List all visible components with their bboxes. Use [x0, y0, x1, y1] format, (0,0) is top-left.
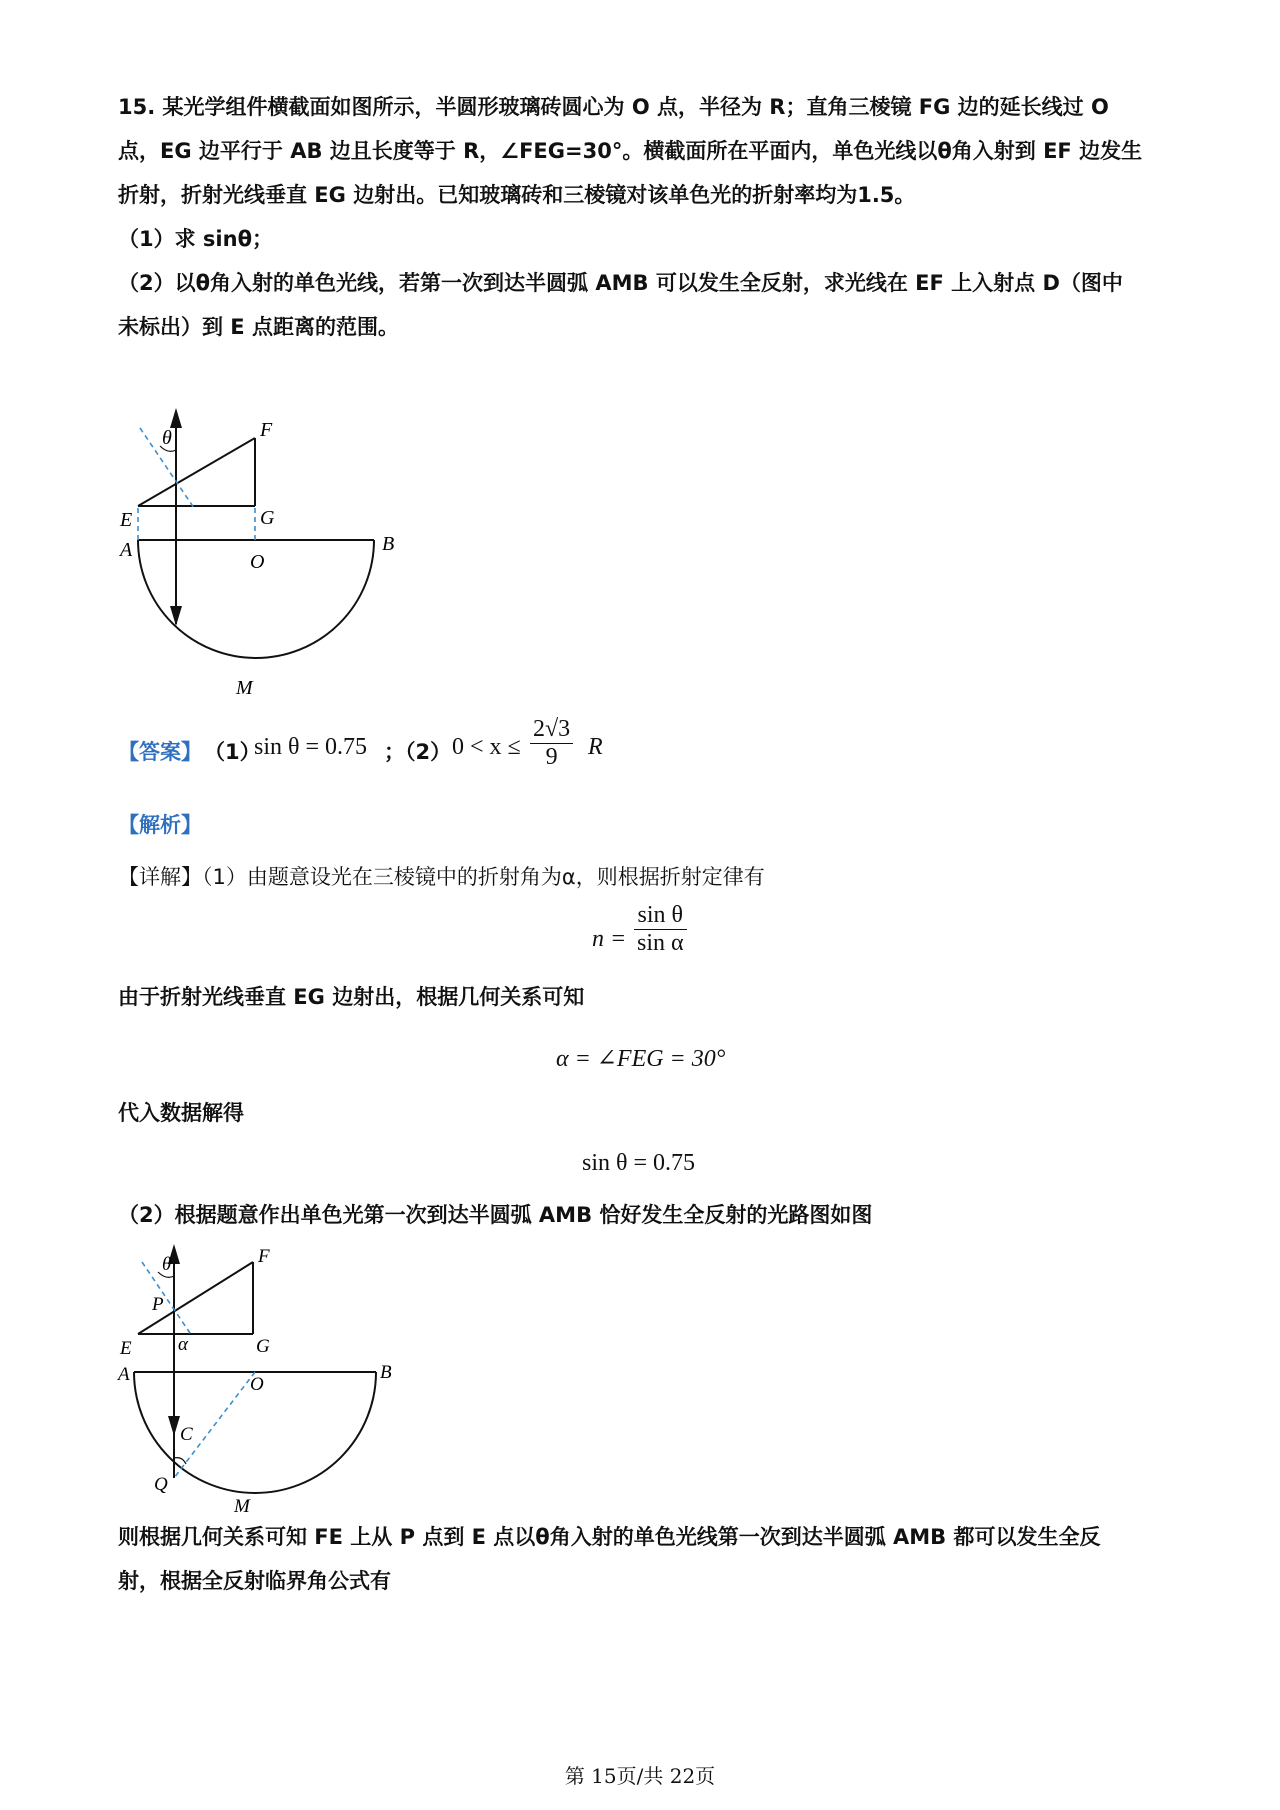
label-O: O: [250, 1374, 264, 1395]
detail-line-4: （2）根据题意作出单色光第一次到达半圆弧 AMB 恰好发生全反射的光路图如图: [118, 1203, 873, 1227]
answer-unit: R: [588, 734, 603, 760]
label-P: P: [152, 1294, 164, 1315]
detail-line-1: 【详解】（1）由题意设光在三棱镜中的折射角为α，则根据折射定律有: [118, 865, 765, 889]
detail-line-3: 代入数据解得: [118, 1101, 244, 1125]
label-B: B: [382, 533, 395, 555]
label-M: M: [236, 677, 253, 699]
detail-line-5: 则根据几何关系可知 FE 上从 P 点到 E 点以θ角入射的单色光线第一次到达半圆弧 AMB 都可以发生全反: [118, 1525, 1101, 1549]
detail-line-6: 射，根据全反射临界角公式有: [118, 1569, 391, 1593]
label-theta: θ: [162, 1254, 172, 1275]
equation-3: sin θ = 0.75: [582, 1150, 696, 1176]
label-E: E: [120, 1338, 132, 1359]
answer-part1-prefix: （1）: [204, 740, 261, 764]
label-G: G: [256, 1336, 270, 1357]
question-1: （1）求 sinθ；: [118, 227, 273, 251]
label-O: O: [250, 551, 265, 573]
label-A: A: [118, 1364, 130, 1385]
ray-arrow-middle: [168, 1416, 180, 1436]
label-G: G: [260, 507, 275, 529]
answer-sep: ；（2）: [384, 740, 452, 764]
label-alpha: α: [178, 1334, 188, 1355]
equation-2: α = ∠FEG = 30°: [556, 1046, 726, 1072]
analysis-tag: 【解析】: [118, 813, 202, 837]
question-2-line-1: （2）以θ角入射的单色光线，若第一次到达半圆弧 AMB 可以发生全反射，求光线在 EF 上入射点 D（图中: [118, 271, 1123, 295]
eq1-denominator: sin α: [637, 930, 684, 956]
figure-2-diagram: [110, 1240, 410, 1520]
question-2-line-2: 未标出）到 E 点距离的范围。: [118, 315, 399, 339]
label-F: F: [258, 1246, 270, 1267]
label-theta: θ: [162, 427, 172, 449]
label-A: A: [120, 539, 133, 561]
label-C: C: [180, 1424, 193, 1445]
answer-fraction-denominator: 9: [545, 744, 558, 770]
label-F: F: [260, 419, 273, 441]
problem-line-1: 15. 某光学组件横截面如图所示，半圆形玻璃砖圆心为 O 点，半径为 R；直角三棱镜 FG 边的延长线过 O: [118, 95, 1109, 119]
problem-line-3: 折射，折射光线垂直 EG 边射出。已知玻璃砖和三棱镜对该单色光的折射率均为1.5。: [118, 183, 916, 207]
answer-tag: 【答案】: [118, 739, 202, 764]
equation-1: [592, 902, 712, 978]
label-M: M: [234, 1496, 250, 1517]
eq1-numerator: sin θ: [634, 902, 687, 930]
answer-line: [118, 716, 918, 782]
eq1-lhs: n =: [592, 926, 627, 952]
label-Q: Q: [154, 1474, 168, 1495]
ray-arrow-top: [170, 408, 182, 428]
label-E: E: [120, 509, 133, 531]
answer-part1-formula: sin θ = 0.75: [254, 734, 368, 760]
figure-1-diagram: [110, 400, 430, 700]
answer-part2-left: 0 < x ≤: [452, 734, 521, 760]
page-footer: 第 15页/共 22页: [564, 1764, 716, 1788]
edge-EF: [138, 438, 255, 506]
detail-line-2: 由于折射光线垂直 EG 边射出，根据几何关系可知: [118, 985, 585, 1009]
problem-line-2: 点，EG 边平行于 AB 边且长度等于 R，∠FEG=30°。横截面所在平面内，单色光线以θ角入射到 EF 边发生: [118, 139, 1143, 163]
label-B: B: [380, 1362, 392, 1383]
answer-fraction-numerator: 2√3: [530, 716, 573, 744]
